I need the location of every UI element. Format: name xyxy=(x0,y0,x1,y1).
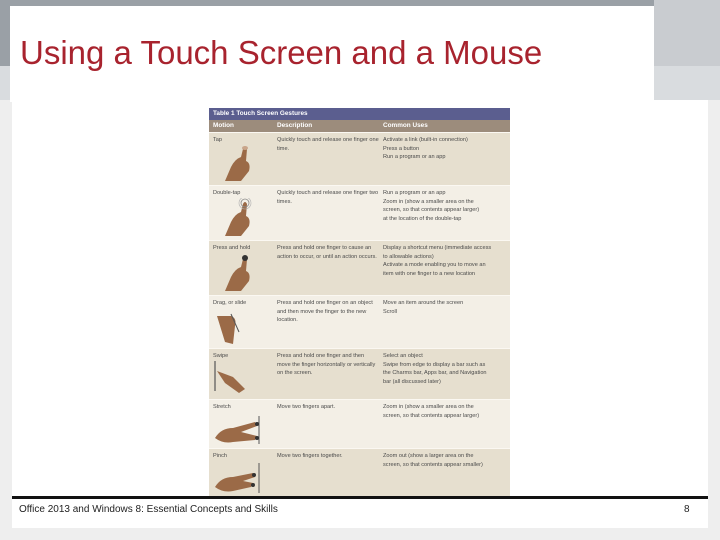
stretch-hand-icon xyxy=(211,408,273,448)
pinch-hand-icon xyxy=(211,455,273,495)
press-hold-hand-icon xyxy=(211,253,273,293)
table-row xyxy=(209,185,510,240)
gestures-table xyxy=(209,108,510,492)
tap-hand-icon xyxy=(211,143,273,183)
description-cell: Move two fingers together. xyxy=(277,453,343,459)
motion-cell: Tap xyxy=(213,137,223,143)
slide-title: Using a Touch Screen and a Mouse xyxy=(20,34,543,71)
description-cell: Press and hold one finger to cause an action to occur, or until an action occurs. xyxy=(277,245,377,260)
table-row xyxy=(209,448,510,496)
table-row xyxy=(209,132,510,185)
footer-divider xyxy=(12,496,708,499)
header-description: Description xyxy=(277,122,313,129)
motion-cell: Pinch xyxy=(213,453,227,459)
header-common-uses: Common Uses xyxy=(383,122,428,129)
description-cell: Quickly touch and release one finger two times. xyxy=(277,190,379,205)
description-cell: Press and hold one finger on an object and then move the finger to the new location. xyxy=(277,300,373,324)
uses-cell: Select an object Swipe from edge to display a bar such as the Charms bar, Apps bar, and Navigation bar (all discussed later) xyxy=(383,353,487,385)
slide-frame-bottom xyxy=(0,528,720,540)
motion-cell: Stretch xyxy=(213,404,231,410)
drag-hand-icon xyxy=(211,306,273,346)
double-tap-hand-icon xyxy=(211,198,273,238)
slide-footer: Office 2013 and Windows 8: Essential Concepts and Skills xyxy=(19,504,278,515)
uses-cell: Zoom in (show a smaller area on the screen, so that contents appear larger) xyxy=(383,404,480,419)
motion-cell: Double-tap xyxy=(213,190,241,196)
uses-cell: Activate a link (built-in connection) Press a button Run a program or an app xyxy=(383,137,468,161)
motion-cell: Drag, or slide xyxy=(213,300,247,306)
uses-cell: Run a program or an app Zoom in (show a smaller area on the screen, so that contents appear larger) at the location of the double-tap xyxy=(383,190,480,222)
header-motion: Motion xyxy=(213,122,234,129)
description-cell: Press and hold one finger and then move the finger horizontally or vertically on the screen. xyxy=(277,353,376,377)
uses-cell: Display a shortcut menu (immediate access to allowable actions) Activate a mode enabling you to move an item with one finger to a new location xyxy=(383,245,492,277)
slide-frame-left xyxy=(0,100,12,540)
page-number: 8 xyxy=(684,504,690,515)
slide-frame-right xyxy=(708,100,720,540)
motion-cell: Press and hold xyxy=(213,245,251,251)
table-row xyxy=(209,240,510,295)
motion-cell: Swipe xyxy=(213,353,229,359)
table-row xyxy=(209,399,510,448)
description-cell: Quickly touch and release one finger one time. xyxy=(277,137,379,152)
uses-cell: Move an item around the screen Scroll xyxy=(383,300,464,315)
description-cell: Move two fingers apart. xyxy=(277,404,336,410)
table-caption: Table 1 Touch Screen Gestures xyxy=(209,108,510,120)
table-header xyxy=(209,120,510,132)
uses-cell: Zoom out (show a larger area on the screen, so that contents appear smaller) xyxy=(383,453,483,468)
table-row xyxy=(209,348,510,399)
table-row xyxy=(209,295,510,348)
swipe-hand-icon xyxy=(211,357,273,397)
